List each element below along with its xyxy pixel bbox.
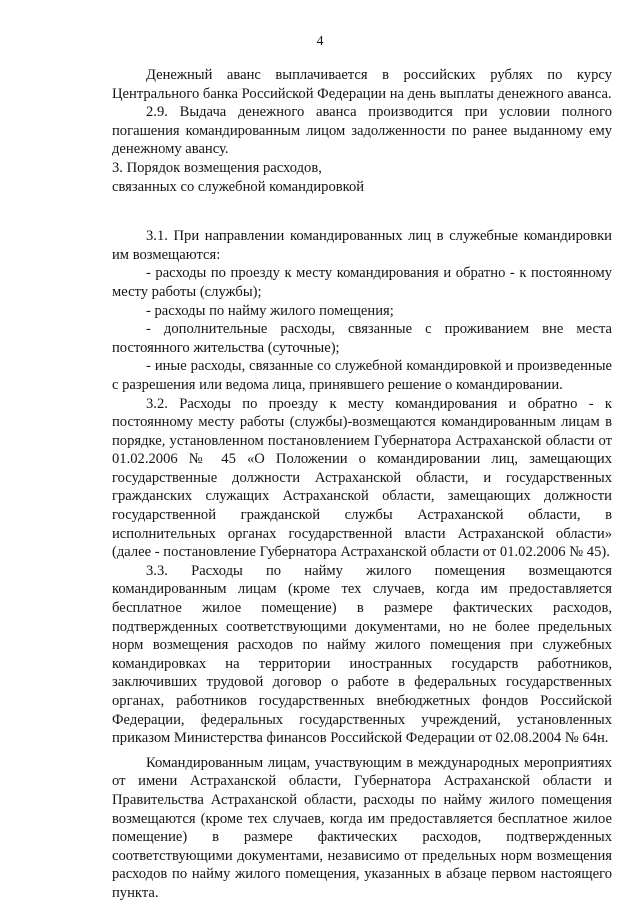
section-heading-line-1: 3. Порядок возмещения расходов,: [112, 159, 322, 176]
list-item: - иные расходы, связанные со служебной командировкой и произведенные с разрешения или ведома лица, принявшего решение о командировании.: [112, 358, 612, 393]
paragraph-2-9: 2.9. Выдача денежного аванса производится при условии полного погашения командированным лицом задолженности по ранее выданному ему денежному авансу.: [112, 104, 612, 158]
list-item: - дополнительные расходы, связанные с проживанием вне места постоянного жительства (суточные);: [112, 321, 612, 356]
paragraph-3-3-second: Командированным лицам, участвующим в международных мероприятиях от имени Астраханской области, Губернатора Астраханской области и Правительства Астраханской области, расходы по найму жилого помещения возмещаются (кроме тех случаев, когда им предоставляется бесплатное жилое помещение) в размере фактических расходов, подтвержденных соответствующими документами, независимо от предельных норм возмещения расходов по найму жилого помещения, указанных в абзаце первом настоящего пункта.: [112, 754, 612, 901]
page-number: 4: [316, 34, 324, 49]
list-item: - расходы по найму жилого помещения;: [146, 302, 394, 319]
section-heading: [112, 159, 612, 196]
list-item: - расходы по проезду к месту командирования и обратно - к постоянному месту работы (службы);: [112, 265, 612, 300]
paragraph-3-1-intro: 3.1. При направлении командированных лиц в служебные командировки им возмещаются:: [112, 228, 612, 263]
section-heading-line-2: связанных со служебной командировкой: [112, 178, 365, 195]
paragraph-advance-currency: Денежный аванс выплачивается в российских рублях по курсу Центрального банка Российской Федерации на день выплаты денежного аванса.: [112, 67, 612, 102]
paragraph-3-2: 3.2. Расходы по проезду к месту командирования и обратно - к постоянному месту работы (службы)-возмещаются командированным лицам в порядке, установленном постановлением Губернатора Астраханской области от 01.02.2006 № 45 «О Положении о командировании лиц, замещающих государственные должности Астраханской области, и государственных гражданских служащих Астраханской области, замещающих должности государственной гражданской службы Астраханской области, в исполнительных органах государственной власти Астраханской области» (далее - постановление Губернатора Астраханской области от 01.02.2006 № 45).: [112, 395, 612, 561]
document-body: [112, 66, 612, 903]
paragraph-3-3: 3.3. Расходы по найму жилого помещения возмещаются командированным лицам (кроме тех случаев, когда им предоставляется бесплатное жилое помещение) в размере фактических расходов, подтвержденных соответствующими документами, но не более предельных норм возмещения расходов по найму жилого помещения при служебных командировках на территории иностранных государств работников, заключивших трудовой договор о работе в федеральных государственных органах, работников государственных внебюджетных фондов Российской Федерации, федеральных государственных учреждений, установленных приказом Министерства финансов Российской Федерации от 02.08.2004 № 64н.: [112, 562, 612, 747]
